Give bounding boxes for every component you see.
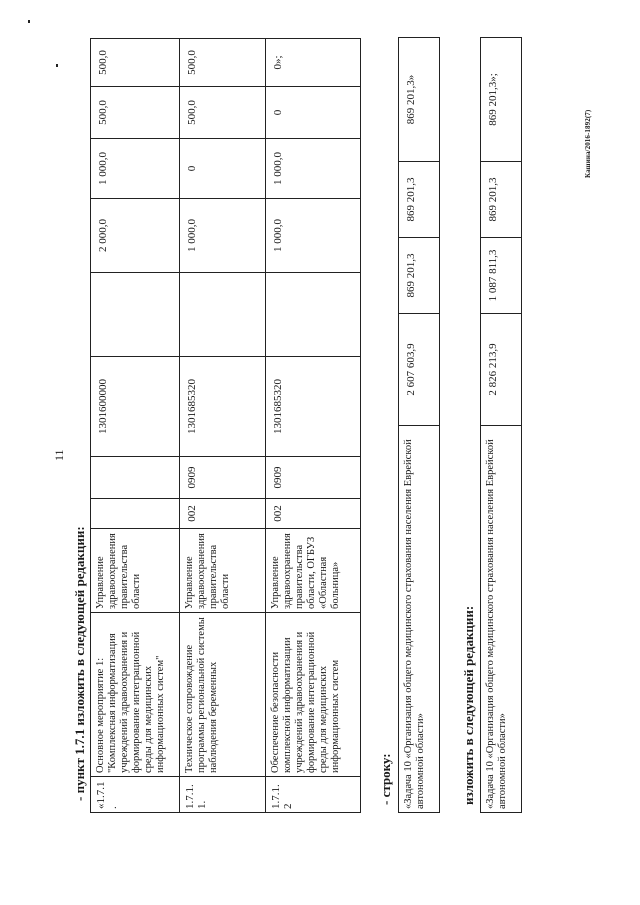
- row-name: Обеспечение безопасности комплексной информатизации учреждений здравоохранения и формирование интеграционной среды для медицинских информационных систем: [266, 613, 361, 777]
- row-total: [91, 273, 180, 357]
- row-grbs: 002: [180, 499, 266, 529]
- page-number: 11: [52, 449, 66, 461]
- section2-heading: - строку:: [378, 753, 393, 805]
- row-year1: 2 000,0: [91, 199, 180, 273]
- task-year2: 869 201,3: [481, 162, 522, 238]
- table-row: [180, 39, 266, 813]
- task-total: 2 607 603,9: [399, 314, 440, 426]
- row-csr: 1301600000: [91, 357, 180, 457]
- row-name: Техническое сопровождение программы региональной системы наблюдения беременных: [180, 613, 266, 777]
- row-year4: 0»;: [266, 39, 361, 87]
- row-year3: 500,0: [180, 87, 266, 139]
- row-total: [266, 273, 361, 357]
- row-index: 1.7.1.2: [266, 777, 361, 813]
- task-year2: 869 201,3: [399, 162, 440, 238]
- section1-heading: - пункт 1.7.1 изложить в следующей редакции:: [72, 526, 87, 801]
- row-year4: 500,0: [180, 39, 266, 87]
- row-grbs: 002: [266, 499, 361, 529]
- row-csr: 1301685320: [266, 357, 361, 457]
- row-index: «1.7.1.: [91, 777, 180, 813]
- section2-table: [398, 37, 440, 813]
- row-year2: 0: [180, 139, 266, 199]
- section3-table: [480, 37, 522, 813]
- table-row: [91, 39, 180, 813]
- row-total: [180, 273, 266, 357]
- task-total: 2 826 213,9: [481, 314, 522, 426]
- task-year1: 1 087 811,3: [481, 238, 522, 314]
- row-executor: Управление здравоохранения правительства области: [91, 529, 180, 613]
- row-rzpr: [91, 457, 180, 499]
- row-year2: 1 000,0: [266, 139, 361, 199]
- row-year1: 1 000,0: [180, 199, 266, 273]
- task-year3: 869 201,3»;: [481, 38, 522, 162]
- row-grbs: [91, 499, 180, 529]
- row-executor: Управление здравоохранения правительства области, ОГБУЗ «Областная больница»: [266, 529, 361, 613]
- task-name: «Задача 10 «Организация общего медицинского страхования населения Еврейской автономной области»: [481, 426, 522, 813]
- task-year1: 869 201,3: [399, 238, 440, 314]
- row-csr: 1301685320: [180, 357, 266, 457]
- row-year3: 500,0: [91, 87, 180, 139]
- task-year3: 869 201,3»: [399, 38, 440, 162]
- row-year4: 500,0: [91, 39, 180, 87]
- section3-heading: изложить в следующей редакции:: [461, 605, 476, 805]
- row-year3: 0: [266, 87, 361, 139]
- document-code: Кашина/2016-1892(7): [584, 109, 592, 178]
- section1-table: [90, 38, 361, 813]
- row-index: 1.7.1.1.: [180, 777, 266, 813]
- row-executor: Управление здравоохранения правительства области: [180, 529, 266, 613]
- task-name: «Задача 10 «Организация общего медицинского страхования населения Еврейской автономной области»: [399, 426, 440, 813]
- row-rzpr: 0909: [266, 457, 361, 499]
- row-name: Основное мероприятие 1: "Комплексная информатизация учреждений здравоохранения и формирование интеграционной среды для медицинских информационных систем": [91, 613, 180, 777]
- row-rzpr: 0909: [180, 457, 266, 499]
- row-year2: 1 000,0: [91, 139, 180, 199]
- table-row: [481, 38, 522, 813]
- table-row: [399, 38, 440, 813]
- row-year1: 1 000,0: [266, 199, 361, 273]
- table-row: [266, 39, 361, 813]
